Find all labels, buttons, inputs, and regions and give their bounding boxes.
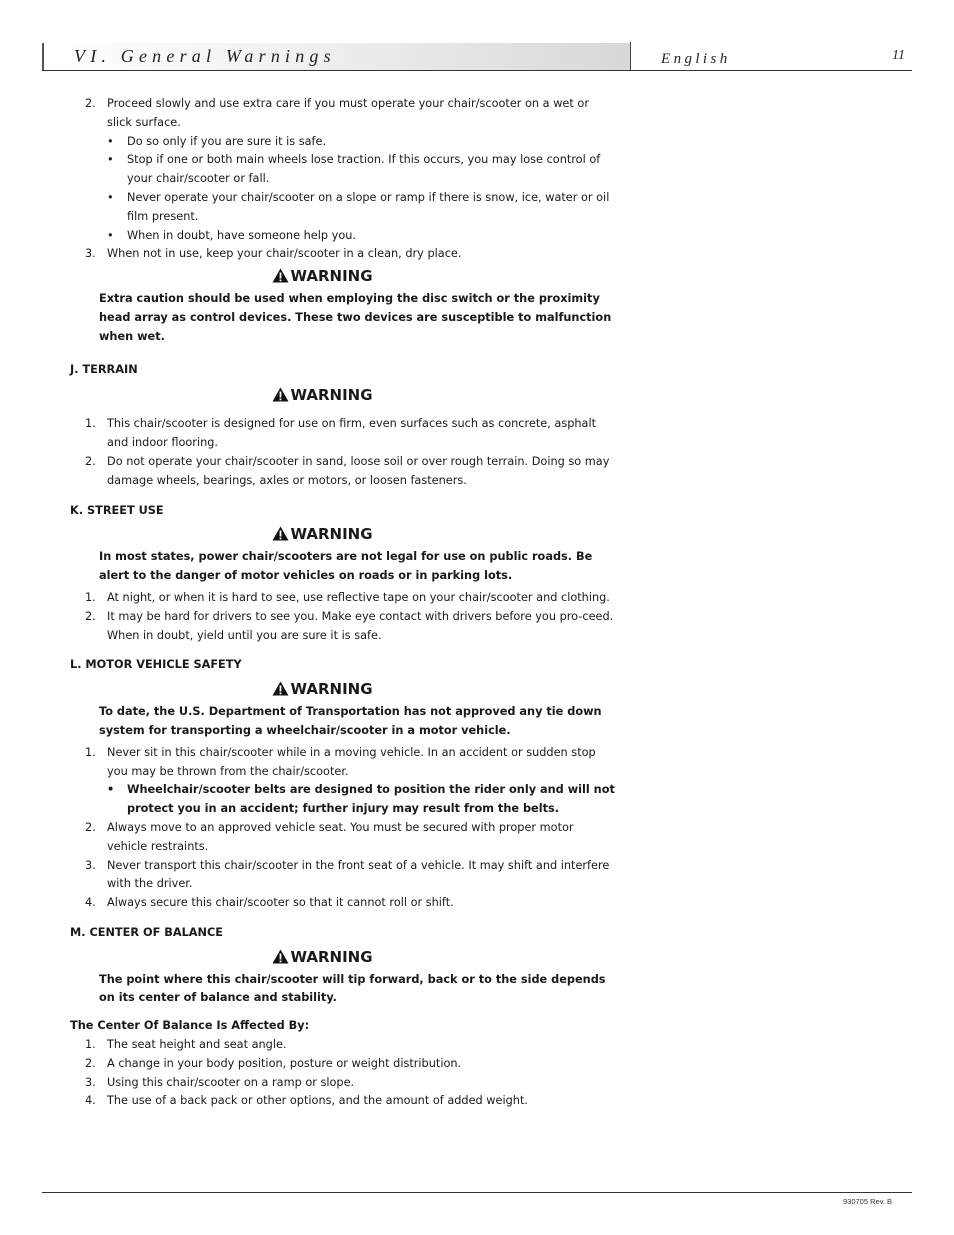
item-text: Always move to an approved vehicle seat. You must be secured with proper motor vehicle restraints. xyxy=(107,820,574,853)
item-text: Never sit in this chair/scooter while in a moving vehicle. In an accident or sudden stop you may be thrown from the chair/scooter. xyxy=(107,745,596,778)
warning-triangle-icon xyxy=(272,387,289,402)
bullet-text: Stop if one or both main wheels lose traction. If this occurs, you may lose control of your chair/scooter or fall. xyxy=(127,153,601,186)
item-text: The use of a back pack or other options, and the amount of added weight. xyxy=(107,1094,528,1108)
bullet-item: • When in doubt, have someone help you. xyxy=(107,228,356,242)
item-text: Do not operate your chair/scooter in sand, loose soil or over rough terrain. Doing so may damage wheels, bearings, axles or motors, or loosen fasteners. xyxy=(107,454,610,487)
item-text: It may be hard for drivers to see you. Make eye contact with drivers before you pro-ceed. When in doubt, yield until you are sure it is safe. xyxy=(107,609,614,642)
item-text: A change in your body position, posture or weight distribution. xyxy=(107,1056,462,1070)
list-item: 1. The seat height and seat angle. xyxy=(85,1038,287,1052)
bullet-item: • Do so only if you are sure it is safe. xyxy=(107,134,327,148)
list-item: 3. When not in use, keep your chair/scooter in a clean, dry place. xyxy=(85,247,462,261)
list-item: 1. This chair/scooter is designed for use on firm, even surfaces such as concrete, asphalt and indoor flooring. xyxy=(85,417,597,450)
header-rule xyxy=(42,70,912,71)
bullet-text: When in doubt, have someone help you. xyxy=(127,228,356,242)
warning-text: Extra caution should be used when employing the disc switch or the proximity head array as control devices. These two devices are susceptible to malfunction when wet. xyxy=(99,292,612,343)
page-title: VI. General Warnings xyxy=(74,46,336,66)
warning-triangle-icon xyxy=(272,949,289,964)
section-heading: L. MOTOR VEHICLE SAFETY xyxy=(70,658,242,672)
item-text: When not in use, keep your chair/scooter in a clean, dry place. xyxy=(107,247,462,261)
list-item: 2. Always move to an approved vehicle seat. You must be secured with proper motor vehicle restraints. xyxy=(85,820,574,853)
item-text: Never transport this chair/scooter in the front seat of a vehicle. It may shift and interfere with the driver. xyxy=(107,858,610,891)
item-text: At night, or when it is hard to see, use reflective tape on your chair/scooter and clothing. xyxy=(107,590,610,604)
list-item: 2. A change in your body position, posture or weight distribution. xyxy=(85,1056,462,1070)
item-text: The seat height and seat angle. xyxy=(107,1038,287,1052)
document-code: 930705 Rev. B xyxy=(843,1197,893,1206)
section-heading: M. CENTER OF BALANCE xyxy=(70,925,223,939)
item-text: Proceed slowly and use extra care if you must operate your chair/scooter on a wet or slick surface. xyxy=(107,97,589,129)
warning-heading: WARNING xyxy=(70,947,615,967)
item-text: Always secure this chair/scooter so that it cannot roll or shift. xyxy=(107,896,454,910)
footer-rule xyxy=(42,1192,912,1193)
bullet-item: • Never operate your chair/scooter on a slope or ramp if there is snow, ice, water or oil film present. xyxy=(107,190,610,223)
list-item: 2. Do not operate your chair/scooter in sand, loose soil or over rough terrain. Doing so may damage wheels, bearings, axles or motors, or loosen fasteners. xyxy=(85,454,610,487)
list-item: 4. The use of a back pack or other options, and the amount of added weight. xyxy=(85,1094,528,1108)
bullet-text: Wheelchair/scooter belts are designed to position the rider only and will not protect you in an accident; further injury may result from the belts. xyxy=(127,783,615,816)
warning-heading: WARNING xyxy=(70,679,615,699)
warning-triangle-icon xyxy=(272,268,289,283)
warning-text: In most states, power chair/scooters are not legal for use on public roads. Be alert to the danger of motor vehicles on roads or in parking lots. xyxy=(99,550,593,583)
item-text: This chair/scooter is designed for use on firm, even surfaces such as concrete, asphalt and indoor flooring. xyxy=(107,417,597,450)
section-heading: K. STREET USE xyxy=(70,503,164,517)
list-item: 3. Never transport this chair/scooter in the front seat of a vehicle. It may shift and interfere with the driver. xyxy=(85,858,610,891)
list-item: 1. Never sit in this chair/scooter while in a moving vehicle. In an accident or sudden stop you may be thrown from the chair/scooter. xyxy=(85,745,596,778)
header-divider xyxy=(630,42,631,70)
list-item: 2. It may be hard for drivers to see you. Make eye contact with drivers before you pro-ceed. When in doubt, yield until you are sure it is safe. xyxy=(85,609,614,642)
subheading: The Center Of Balance Is Affected By: xyxy=(70,1019,310,1033)
language-label: English xyxy=(661,51,731,67)
list-item: 2. Proceed slowly and use extra care if you must operate your chair/scooter on a wet or slick surface. xyxy=(85,97,589,129)
bullet-text: Do so only if you are sure it is safe. xyxy=(127,134,327,148)
warning-triangle-icon xyxy=(272,526,289,541)
warning-triangle-icon xyxy=(272,681,289,696)
page-number: 11 xyxy=(892,48,905,63)
section-heading: J. TERRAIN xyxy=(70,362,138,376)
warning-heading: WARNING xyxy=(70,266,615,286)
list-item: 3. Using this chair/scooter on a ramp or slope. xyxy=(85,1075,355,1089)
list-item: 4. Always secure this chair/scooter so that it cannot roll or shift. xyxy=(85,896,454,910)
list-item: 1. At night, or when it is hard to see, use reflective tape on your chair/scooter and clothing. xyxy=(85,590,610,604)
bullet-item: • Stop if one or both main wheels lose traction. If this occurs, you may lose control of your chair/scooter or fall. xyxy=(107,153,601,186)
item-text: Using this chair/scooter on a ramp or slope. xyxy=(107,1075,355,1089)
bullet-text: Never operate your chair/scooter on a slope or ramp if there is snow, ice, water or oil film present. xyxy=(127,190,610,223)
warning-heading: WARNING xyxy=(70,385,615,405)
warning-text: The point where this chair/scooter will tip forward, back or to the side depends on its center of balance and stability. xyxy=(99,972,606,1005)
bullet-item: • Wheelchair/scooter belts are designed to position the rider only and will not protect you in an accident; further injury may result from the belts. xyxy=(107,783,615,816)
document-body xyxy=(70,95,615,1111)
warning-text: To date, the U.S. Department of Transportation has not approved any tie down system for transporting a wheelchair/scooter in a motor vehicle. xyxy=(99,705,602,737)
warning-heading: WARNING xyxy=(70,524,615,544)
